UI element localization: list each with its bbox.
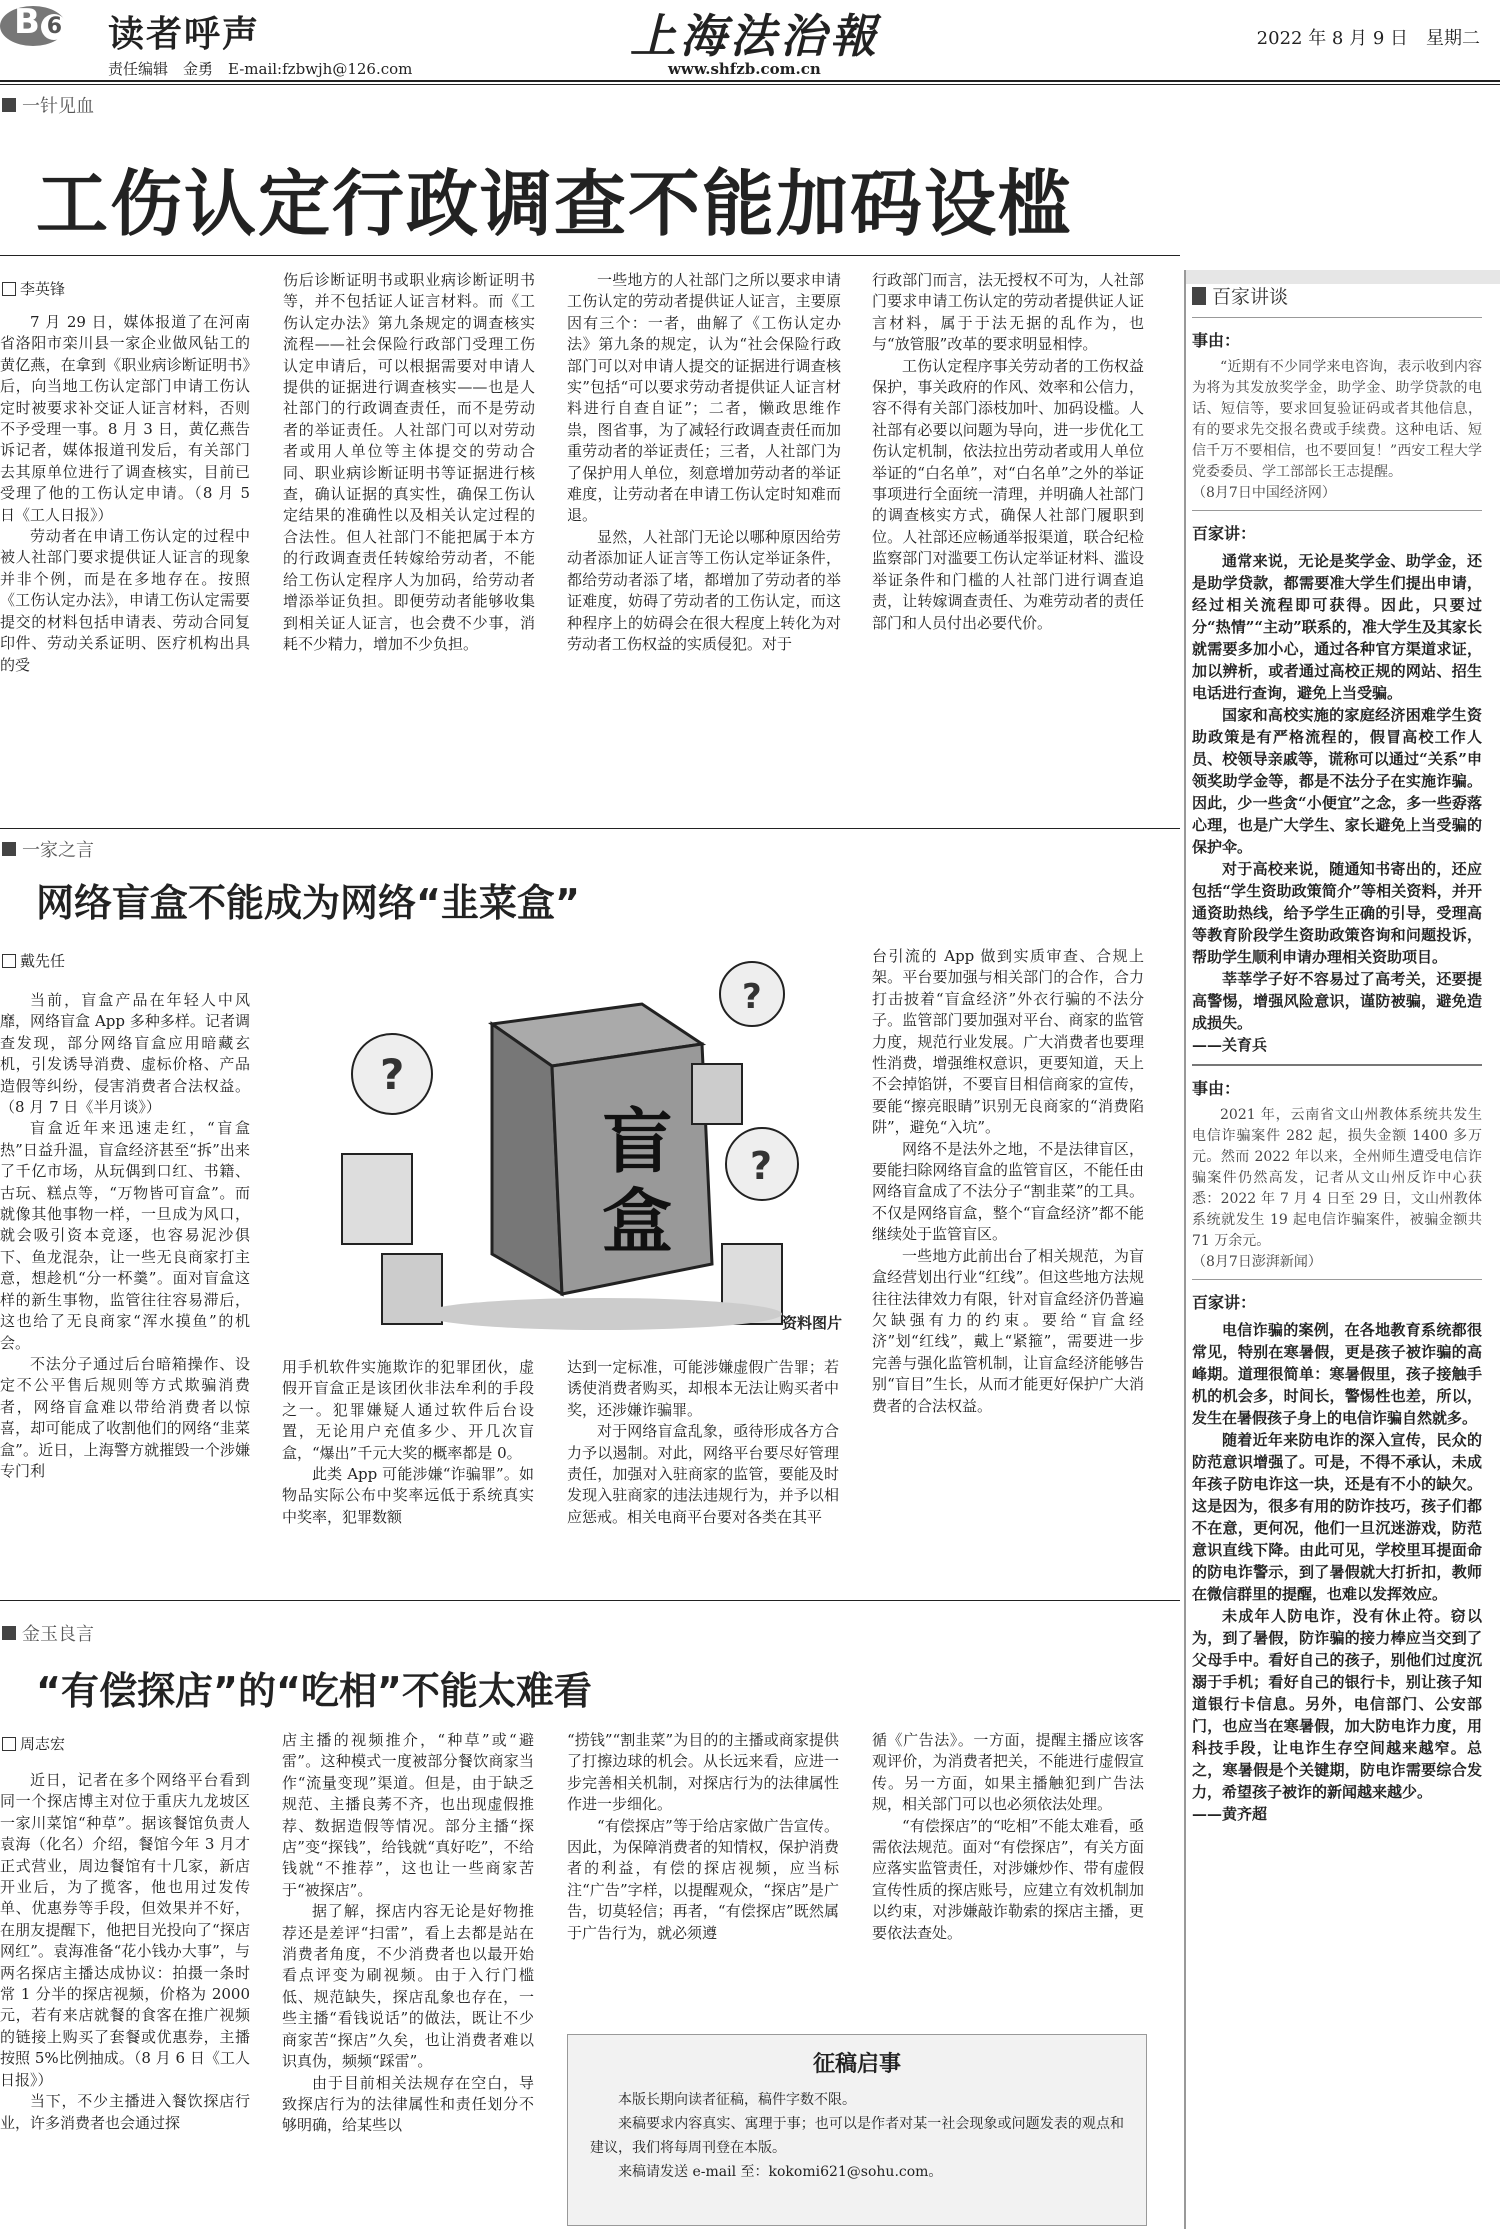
blind-box-illustration — [282, 954, 842, 1344]
case1-fact: “近期有不少同学来电咨询，表示收到内容为将为其发放奖学金，助学金、助学贷款的电话、短信等，要求回复验证码或者其他信息，有的要求先交报名费或手续费。这种电话、短信千万不要相信，也不要回复！”西安工程大学党委委员、学工部部长王志提醒。 — [1192, 359, 1482, 480]
page-badge — [0, 0, 78, 48]
article1-title-rule — [0, 255, 1180, 256]
article3-col-2: 店主播的视频推介，“种草”或“避雷”。这种模式一度被部分餐饮商家当作“流量变现”渠道。但是，由于缺乏规范、主播良莠不齐，也出现虚假推荐、数据造假等情况。部分主播“探店”变“探钱”，给钱就“真好吃”，不给钱就“不推荐”，这也让一些商家苦于“被探店”。 据了解，探店内容无论是好物推荐还是差评“扫雷”，看上去都是站在消费者角度，不少消费者也以最开始看点评变为刷视频。由于入行门槛低、规范缺失，探店乱象也存在，一些主播“看钱说话”的做法，既让不少商家苦“探店”久矣，也让消费者难以识真伪，频频“踩雷”。 由于目前相关法规存在空白，导致探店行为的法律属性和责任划分不够明确，给某些以 — [282, 1731, 534, 2135]
notice-title: 征稿启事 — [812, 2051, 901, 2077]
masthead-rule-thin — [0, 84, 1500, 85]
website-url[interactable]: www.shfzb.com.cn — [668, 60, 821, 78]
page-number: 6 — [41, 14, 67, 40]
notice-body: 本版长期向读者征稿，稿件字数不限。 来稿要求内容真实、寓理于事；也可以是作者对某一社会现象或问题发表的观点和建议，我们将每周刊登在本版。 来稿请发送 e-mail 至：kokomi621@sohu.com。 — [590, 2088, 1124, 2184]
svg-text:?: ? — [750, 1144, 773, 1188]
case2-opinion-label: 百家讲： — [1192, 1293, 1257, 1312]
case2-opinion: 电信诈骗的案例，在各地教育系统都很常见，特别在寒暑假，更是孩子被诈骗的高峰期。道理很简单：寒暑假里，孩子接触手机的机会多，时间长，警惕性也差，所以，发生在暑假孩子身上的电信诈骗自然就多。 随着近年来防电诈的深入宣传，民众的防范意识增强了。可是，不得不承认，未成年孩子防电诈这一块，还是有不小的缺欠。这是因为，很多有用的防诈技巧，孩子们都不在意，更何况，他们一旦沉迷游戏，防范意识直线下降。由此可见，学校里耳提面命的防电诈警示，到了暑假就大打折扣，教师在微信群里的提醒，也难以发挥效应。 未成年人防电诈，没有休止符。窃以为，到了暑假，防诈骗的接力棒应当交到了父母手中。看好自己的孩子，别他们过度沉溺于手机；看好自己的银行卡，别让孩子知道银行卡信息。另外，电信部门、公安部门，也应当在寒暑假，加大防电诈力度，用科技手段，让电诈生存空间越来越窄。总之，寒暑假是个关键期，防电诈需要综合发力，希望孩子被诈的新闻越来越少。 — [1192, 1321, 1482, 1801]
article2-col-2: 用手机软件实施欺诈的犯罪团伙，虚假开盲盒正是该团伙非法牟利的手段之一。犯罪嫌疑人通过软件后台设置，无论用户充值多少、开几次盲盒，“爆出”千元大奖的概率都是 0。 此类 App 可能涉嫌“诈骗罪”。如物品实际公布中奖率远低于系统真实中奖率，犯罪数额 — [282, 1358, 534, 1526]
article2-col-3: 达到一定标准，可能涉嫌虚假广告罪；若诱使消费者购买，却根本无法让购买者中奖，还涉嫌诈骗罪。 对于网络盲盒乱象，亟待形成各方合力予以遏制。对此，网络平台要尽好管理责任，加强对入驻商家的监管，要能及时发现入驻商家的违法违规行为，并予以相应惩戒。相关电商平台要对各类在其平 — [567, 1358, 839, 1526]
article1-col-1: 7 月 29 日，媒体报道了在河南省洛阳市栾川县一家企业做风钻工的黄亿燕，在拿到《职业病诊断证明书》后，向当地工伤认定部门申请工伤认定时被要求补交证人证言材料，否则不予受理一事。8 月 3 日，黄亿燕告诉记者，媒体报道刊发后，有关部门去其原单位进行了调查核实，目前已受理了他的工伤认定申请。（8 月 5 日《工人日报》） 劳动者在申请工伤认定的过程中被人社部门要求提供证人证言的现象并非个例，而是在多地存在。按照《工伤认定办法》，申请工伤认定需要提交的材料包括申请表、劳动合同复印件、劳动关系证明、医疗机构出具的受 — [0, 313, 250, 674]
article3-tag: 金玉良言 — [2, 1620, 94, 1646]
article3-col-3: “捞钱”“割韭菜”为目的的主播或商家提供了打擦边球的机会。从长远来看，应进一步完善相关机制，对探店行为的法律属性作进一步细化。 “有偿探店”等于给店家做广告宣传。因此，为保障消费者的知情权，保护消费者的利益，有偿的探店视频，应当标注“广告”字样，以提醒观众，“探店”是广告，切莫轻信；再者，“有偿探店”既然属于广告行为，就必须遵 — [567, 1731, 839, 1942]
article1-col-4: 行政部门而言，法无授权不可为，人社部门要求申请工伤认定的劳动者提供证人证言材料，属于于法无据的乱作为，也与“放管服”改革的要求明显相悖。 工伤认定程序事关劳动者的工伤权益保护，事关政府的作风、效率和公信力，容不得有关部门添枝加叶、加码设槛。人社部有必要以问题为导向，进一步优化工伤认定机制，依法拉出劳动者或用人单位举证的“白名单”，对“白名单”之外的举证事项进行全面统一清理，并明确人社部门的调查核实方式，确保人社部门履职到位。人社部还应畅通举报渠道，联合纪检监察部门对滥要工伤认定举证材料、滥设举证条件和门槛的人社部门进行调查追责，让转嫁调查责任、为难劳动者的责任部门和人员付出必要代价。 — [872, 271, 1144, 632]
article3-headline: “有偿探店”的“吃相”不能太难看 — [36, 1669, 592, 1713]
article2-col-4: 台引流的 App 做到实质审查、合规上架。平台要加强与相关部门的合作，合力打击披着“盲盒经济”外衣行骗的不法分子。监管部门要加强对平台、商家的监管力度，规范行业发展。广大消费者也要理性消费，增强维权意识，更要知道，天上不会掉馅饼，不要盲目相信商家的宣传，要能“擦亮眼睛”识别无良商家的“消费陷阱”，避免“入坑”。 网络不是法外之地，不是法律盲区，要能扫除网络盲盒的监管盲区，不能任由网络盲盒成了不法分子“割韭菜”的工具。不仅是网络盲盒，整个“盲盒经济”都不能继续处于监管盲区。 一些地方此前出台了相关规范，为盲盒经营划出行业“红线”。但这些地方法规往往法律效力有限，针对盲盒经济仍普遍欠缺强有力的约束。要给“盲盒经济”划“红线”，戴上“紧箍”，需要进一步完善与强化监管机制，让盲盒经济能够告别“盲目”生长，从而才能更好保护广大消费者的合法权益。 — [872, 947, 1144, 1415]
article2-author: 戴先任 — [2, 950, 65, 971]
article1-tag: 一针见血 — [2, 92, 94, 118]
blind-box-text: 盲盒 — [591, 1104, 673, 1264]
article1-author: 李英锋 — [2, 278, 65, 299]
case1-opinion: 通常来说，无论是奖学金、助学金，还是助学贷款，都需要准大学生们提出申请，经过相关流程即可获得。因此，只要过分“热情”“主动”联系的，准大学生及其家长就需要多加小心，通过各种官方渠道求证，加以辨析，或者通过高校正规的网站、招生电话进行查询，避免上当受骗。 国家和高校实施的家庭经济困难学生资助政策是有严格流程的，假冒高校工作人员、校领导亲戚等，谎称可以通过“关系”申领奖助学金等，都是不法分子在实施诈骗。因此，少一些贪“小便宜”之念，多一些孬落心理，也是广大学生、家长避免上当受骗的保护伞。 对于高校来说，随通知书寄出的，还应包括“学生资助政策简介”等相关资料，并开通资助热线，给予学生正确的引导，受理高等教育阶段学生资助政策咨询和问题投诉，帮助学生顺利申请办理相关资助项目。 莘莘学子好不容易过了高考关，还要提高警惕，增强风险意识，谨防被骗，避免造成损失。 — [1192, 552, 1482, 1032]
call-for-papers-box — [567, 2034, 1147, 2226]
article3-top-rule — [0, 1600, 1180, 1601]
issue-date: 2022 年 8 月 9 日 星期二 — [1256, 28, 1480, 49]
masthead-rule — [0, 80, 1500, 82]
article3-col-1: 近日，记者在多个网络平台看到同一个探店博主对位于重庆九龙坡区一家川菜馆“种草”。据该餐馆负责人袁海（化名）介绍，餐馆今年 3 月才正式营业，周边餐馆有十几家，新店开业后，为了揽客，他也用过发传单、优惠券等手段，但效果并不好，在朋友提醒下，他把目光投向了“探店网红”。袁海准备“花小钱办大事”，与两名探店主播达成协议：拍摄一条时常 1 分半的探店视频，价格为 2000 元，若有来店就餐的食客在推广视频的链接上购买了套餐或优惠券，主播按照 5%比例抽成。（8 月 6 日《工人日报》） 当下，不少主播进入餐饮探店行业，许多消费者也会通过探 — [0, 1771, 250, 2132]
image-caption: 资料图片 — [781, 1314, 842, 1332]
case1-signature: ——关育兵 — [1192, 1036, 1268, 1054]
case2-signature: ——黄齐超 — [1192, 1805, 1268, 1823]
case1-label: 事由： — [1192, 331, 1241, 350]
sidebar — [1192, 282, 1482, 1825]
editor-line: 责任编辑 金勇 E-mail:fzbwjh@126.com — [108, 60, 413, 78]
article1-col-2: 伤后诊断证明书或职业病诊断证明书等，并不包括证人证言材料。而《工伤认定办法》第九条规定的调查核实流程——社会保险行政部门受理工伤认定申请后，可以根据需要对申请人提供的证据进行调查核实——也是人社部门的行政调查责任，而不是劳动者的举证责任。人社部门可以对劳动者或用人单位等主体提交的劳动合同、职业病诊断证明书等证据进行核查，确认证据的真实性，确保工伤认定结果的准确性以及相关认定过程的合法性。但人社部门不能把属于本方的行政调查责任转嫁给劳动者，不能给工伤认定程序人为加码，给劳动者增添举证负担。即便劳动者能够收集到相关证人证言，也会费不少事，消耗不少精力，增加不少负担。 — [283, 271, 535, 653]
article2-illustration — [282, 954, 842, 1344]
svg-text:?: ? — [380, 1050, 405, 1099]
article2-col-1: 当前，盲盒产品在年轻人中风靡，网络盲盒 App 多种多样。记者调查发现，部分网络盲盒应用暗藏玄机，引发诱导消费、虚标价格、产品造假等纠纷，侵害消费者合法权益。（8 月 7 日《半月谈》） 盲盒近年来迅速走红，“盲盒热”日益升温，盲盒经济甚至“拆”出来了千亿市场，从玩偶到口红、书籍、古玩、糕点等，“万物皆可盲盒”。而就像其他事物一样，一旦成为风口，就会吸引资本竞逐，也容易泥沙俱下、鱼龙混杂，让一些无良商家打主意，想趁机“分一杯羹”。面对盲盒这样的新生事物，监管往往容易滞后，这也给了无良商家“浑水摸鱼”的机会。 不法分子通过后台暗箱操作、设定不公平售后规则等方式欺骗消费者，网络盲盒难以带给消费者以惊喜，却可能成了收割他们的网络“韭菜盒”。近日，上海警方就摧毁一个涉嫌专门利 — [0, 991, 250, 1480]
case1-opinion-label: 百家讲： — [1192, 524, 1257, 543]
article3-col-4: 循《广告法》。一方面，提醒主播应该客观评价，为消费者把关，不能进行虚假宣传。另一方面，如果主播触犯到广告法规，相关部门可以也必须依法处理。 “有偿探店”的“吃相”不能太难看，亟需依法规范。面对“有偿探店”，有关方面应落实监管责任，对涉嫌炒作、带有虚假宣传性质的探店账号，应建立有效机制加以约束，对涉嫌敲诈勒索的探店主播，更要依法查处。 — [872, 1731, 1144, 1942]
case2-source: （8月7日澎湃新闻） — [1192, 1254, 1322, 1270]
article3-author: 周志宏 — [2, 1733, 65, 1754]
article2-tag: 一家之言 — [2, 836, 94, 862]
svg-text:?: ? — [742, 977, 762, 1017]
sidebar-divider — [1184, 270, 1186, 2229]
case2-fact: 2021 年，云南省文山州教体系统共发生电信诈骗案件 282 起，损失金额 1400 多万元。然而 2022 年以来，全州师生遭受电信诈骗案件仍然高发，记者从文山州反诈中心获悉：2022 年 7 月 4 日至 29 日，文山州教体系统就发生 19 起电信诈骗案件，被骗金额共 71 万余元。 — [1192, 1107, 1482, 1249]
notice-email[interactable]: 来稿请发送 e-mail 至：kokomi621@sohu.com。 — [618, 2164, 943, 2180]
article1-headline: 工伤认定行政调查不能加码设槛 — [36, 162, 1073, 246]
article2-top-rule — [0, 828, 1180, 829]
newspaper-logo: 上海法治報 — [630, 9, 880, 63]
section-title: 读者呼声 — [108, 14, 261, 55]
page-letter: B — [14, 2, 39, 42]
case1-source: （8月7日中国经济网） — [1192, 485, 1336, 501]
article1-col-3: 一些地方的人社部门之所以要求申请工伤认定的劳动者提供证人证言，主要原因有三个：一者，曲解了《工伤认定办法》第九条的规定，认为“社会保险行政部门可以对申请人提交的证据进行调查核实”包括“可以要求劳动者提供证人证言材料进行自查自证”；二者，懒政思维作祟，图省事，为了减轻行政调查责任而加重劳动者的举证责任；三者，人社部门为了保护用人单位，刻意增加劳动者的举证难度，让劳动者在申请工伤认定时知难而退。 显然，人社部门无论以哪种原因给劳动者添加证人证言等工伤认定举证条件，都给劳动者添了堵，都增加了劳动者的举证难度，妨碍了劳动者的工伤认定，而这种程序上的妨碍会在很大程度上转化为对劳动者工伤权益的实质侵犯。对于 — [567, 271, 841, 653]
sidebar-title: 百家讲谈 — [1192, 282, 1482, 309]
article2-headline: 网络盲盒不能成为网络“韭菜盒” — [36, 881, 580, 925]
case2-label: 事由： — [1192, 1079, 1241, 1098]
